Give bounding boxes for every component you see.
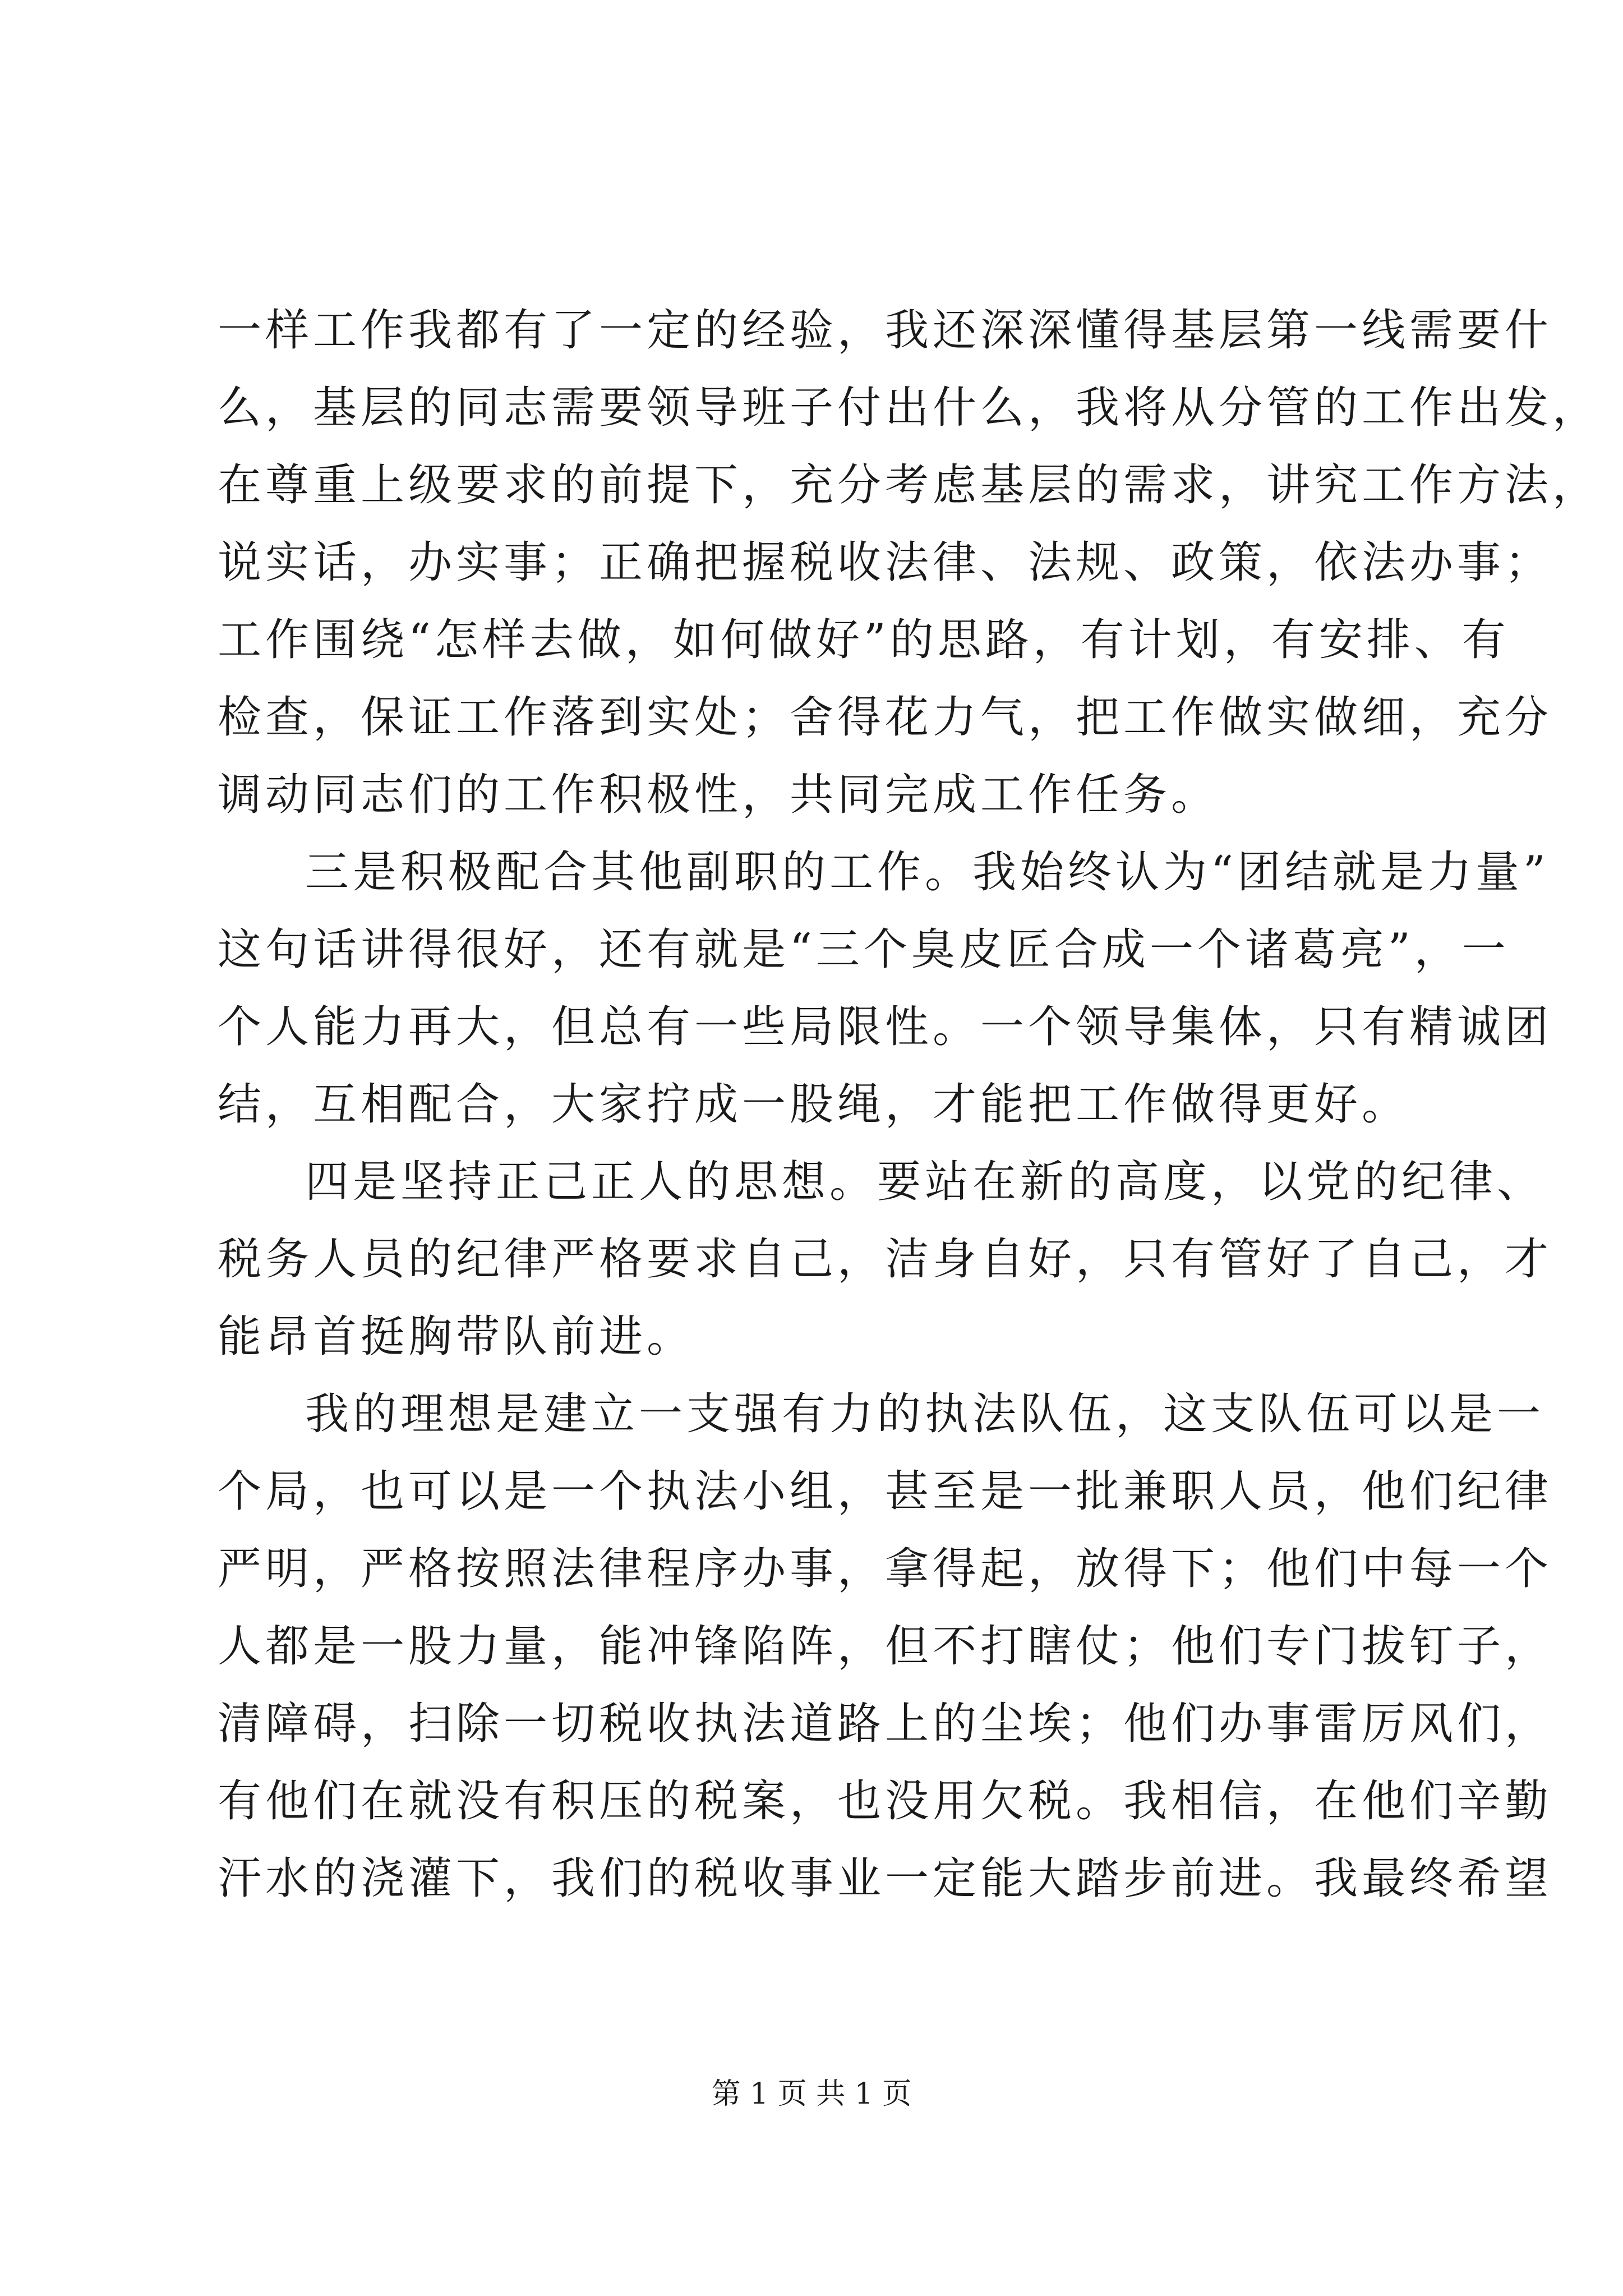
- text-line: 在尊重上级要求的前提下，充分考虑基层的需求，讲究工作方法，: [218, 460, 1601, 510]
- text-line: 检查，保证工作落到实处；舍得花力气，把工作做实做细，充分: [218, 692, 1553, 743]
- text-line: 一样工作我都有了一定的经验，我还深深懂得基层第一线需要什: [218, 305, 1553, 356]
- text-line: 结，互相配合，大家拧成一股绳，才能把工作做得更好。: [218, 1079, 1410, 1130]
- text-line: 么，基层的同志需要领导班子付出什么，我将从分管的工作出发，: [218, 383, 1601, 433]
- paragraph-start-line: 四是坚持正己正人的思想。要站在新的高度，以党的纪律、: [305, 1157, 1545, 1207]
- paragraph-start-line: 我的理想是建立一支强有力的执法队伍，这支队伍可以是一: [305, 1389, 1545, 1439]
- paragraph-start-line: 三是积极配合其他副职的工作。我始终认为“团结就是力量”: [305, 847, 1550, 898]
- text-line: 清障碍，扫除一切税收执法道路上的尘埃；他们办事雷厉风们，: [218, 1699, 1553, 1749]
- text-line: 税务人员的纪律严格要求自己，洁身自好，只有管好了自己，才: [218, 1234, 1553, 1285]
- text-line: 个局，也可以是一个执法小组，甚至是一批兼职人员，他们纪律: [218, 1466, 1553, 1517]
- text-line: 工作围绕“怎样去做，如何做好”的思路，有计划，有安排、有: [218, 615, 1510, 665]
- text-line: 能昂首挺胸带队前进。: [218, 1312, 695, 1362]
- text-line: 汗水的浇灌下，我们的税收事业一定能大踏步前进。我最终希望: [218, 1853, 1553, 1904]
- page-number: 第 1 页 共 1 页: [711, 2077, 912, 2111]
- page-footer: [0, 2074, 1623, 2114]
- text-line: 严明，严格按照法律程序办事，拿得起，放得下；他们中每一个: [218, 1544, 1553, 1594]
- text-line: 这句话讲得很好，还有就是“三个臭皮匠合成一个诸葛亮”，一: [218, 924, 1510, 975]
- text-line: 说实话，办实事；正确把握税收法律、法规、政策，依法办事；: [218, 537, 1553, 588]
- text-line: 个人能力再大，但总有一些局限性。一个领导集体，只有精诚团: [218, 1002, 1553, 1052]
- text-line: 人都是一股力量，能冲锋陷阵，但不打瞎仗；他们专门拔钉子，: [218, 1621, 1553, 1672]
- text-line: 有他们在就没有积压的税案，也没用欠税。我相信，在他们辛勤: [218, 1776, 1553, 1826]
- body-text: [218, 292, 1601, 1917]
- text-line: 调动同志们的工作积极性，共同完成工作任务。: [218, 770, 1219, 820]
